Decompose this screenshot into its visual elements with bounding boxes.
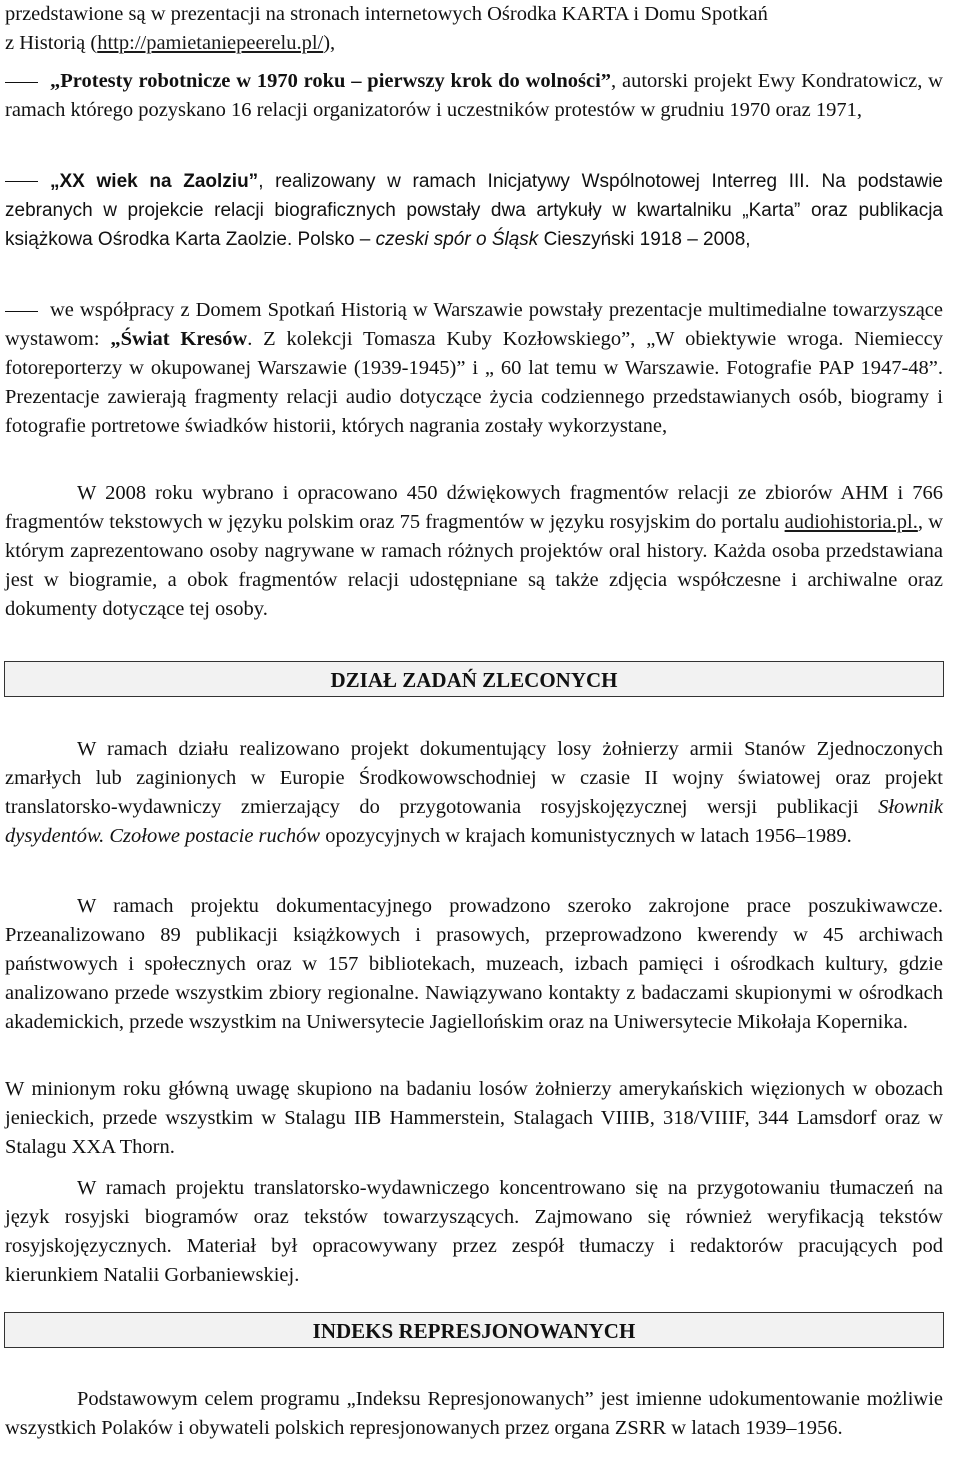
section-title: INDEKS REPRESJONOWANYCH [312,1319,636,1343]
dash-bullet [5,311,38,312]
bullet-prezentacje [5,296,943,441]
section1-p1-rest: opozycyjnych w krajach komunistycznych w latach 1956–1989. [320,825,852,847]
paragraph-audiohistoria-rest: , w którym zaprezentowano osoby nagrywane w ramach różnych projektów oral history. Każda osoba przedstawiana jest w biogramie, a obok fragmentów relacji udostępniane są także zdjęcia współczesne i archiwalne oraz dokumenty dotyczące tej osoby. [5,511,944,620]
section2-paragraph-1: Podstawowym celem programu „Indeksu Represjonowanych” jest imienne udokumentowanie możliwie wszystkich Polaków i obywateli polskich represjonowanych przez organa ZSRR w latach 1939–1956. [5,1388,943,1439]
intro-line2-prefix: z Historią ( [5,32,98,54]
intro-line1: przedstawione są w prezentacji na stronach internetowych Ośrodka KARTA i Domu Spotkań [5,3,768,25]
bullet-zaolzie [5,167,943,254]
section-title: DZIAŁ ZADAŃ ZLECONYCH [330,668,618,692]
section-header-indeks [4,1312,944,1348]
section1-p1-text: W ramach działu realizowano projekt dokumentujący losy żołnierzy armii Stanów Zjednoczonych zmarłych lub zaginionych w Europie Środkowowschodniej w czasie II wojny światowej oraz projekt translatorsko-wydawniczy zmierzający do przygotowania rosyjskojęzycznej wersji publikacji [5,738,943,818]
bullet-prezentacje-bold: „Świat Kresów [110,328,248,350]
intro-line2-suffix: ), [323,32,336,54]
bullet-prezentacje-rest: . Z kolekcji Tomasza Kuby Kozłowskiego”, „W obiektywie wroga. Niemieccy fotoreporterzy w okupowanej Warszawie (1939-1945)” i „ 60 lat temu w Warszawie. Fotografie PAP 1947-48”. Prezentacje zawierają fragmenty relacji audio dotyczące życia codziennego przedstawianych osób, biogramy i fotografie portretowe świadków historii, których nagrania zostały wykorzystane, [5,328,943,437]
section-header-zadania-zlecone [4,661,944,697]
bullet-zaolzie-tail: Cieszyński 1918 – 2008, [538,229,751,250]
bullet-protesty-title: „Protesty robotnicze w 1970 roku – pierwszy krok do wolności” [50,70,612,92]
intro-paragraph [5,0,943,58]
paragraph-audiohistoria [5,479,943,624]
bullet-zaolzie-title: „XX wiek na Zaolziu” [50,171,259,192]
paragraph-audiohistoria-text: W 2008 roku wybrano i opracowano 450 dźwiękowych fragmentów relacji ze zbiorów AHM i 766 fragmentów tekstowych w języku polskim oraz 75 fragmentów w języku rosyjskim do portalu [5,482,943,533]
section1-p1-italic: Słownik dysydentów. Czołowe postacie ruchów [5,796,943,847]
bullet-protesty [5,67,943,125]
bullet-protesty-text: , autorski projekt Ewy Kondratowicz, w ramach którego pozyskano 16 relacji organizatorów i uczestników protestów w grudniu 1970 oraz 1971, [5,70,943,121]
bullet-zaolzie-italic: czeski spór o Śląsk [375,229,539,250]
bullet-prezentacje-text: we współpracy z Domem Spotkań Historią w Warszawie powstały prezentacje multimedialne towarzyszące wystawom: [5,299,943,350]
section1-paragraph-4: W ramach projektu translatorsko-wydawniczego koncentrowano się na przygotowaniu tłumaczeń na język rosyjski biogramów oraz tekstów towarzyszących. Zajmowano się również weryfikacją tekstów rosyjskojęzycznych. Materiał był opracowywany przez zespół tłumaczy i redaktorów pracujących pod kierunkiem Natalii Gorbaniewskiej. [5,1177,943,1286]
pamietaniepeerelu-link[interactable]: http://pamietaniepeerelu.pl/ [97,32,324,54]
dash-bullet [5,82,38,83]
dash-bullet [5,181,38,182]
section1-paragraph-1 [5,735,943,851]
section1-paragraph-2: W ramach projektu dokumentacyjnego prowadzono szeroko zakrojone prace poszukiwawcze. Przeanalizowano 89 publikacji książkowych i prasowych, przeprowadzono kwerendy w 45 archiwach państwowych i społecznych oraz w 157 bibliotekach, muzeach, izbach pamięci i ośrodkach kultury, gdzie analizowano przede wszystkim zbiory regionalne. Nawiązywano kontakty z badaczami skupionymi w ośrodkach akademickich, przede wszystkim na Uniwersytecie Jagiellońskim oraz na Uniwersytecie Mikołaja Kopernika. [5,895,943,1033]
audiohistoria-link[interactable]: audiohistoria.pl. [784,511,918,533]
bullet-zaolzie-text: , realizowany w ramach Inicjatywy Wspólnotowej Interreg III. Na podstawie zebranych w projekcie relacji biograficznych powstały dwa artykuły w kwartalniku „Karta” oraz publikacja książkowa Ośrodka Karta Zaolzie. Polsko – [5,171,943,250]
section1-paragraph-3: W minionym roku główną uwagę skupiono na badaniu losów żołnierzy amerykańskich więzionych w obozach jenieckich, przede wszystkim w Stalagu IIB Hammerstein, Stalagach VIIIB, 318/VIIIF, 344 Lamsdorf oraz w Stalagu XXA Thorn. [5,1078,943,1158]
